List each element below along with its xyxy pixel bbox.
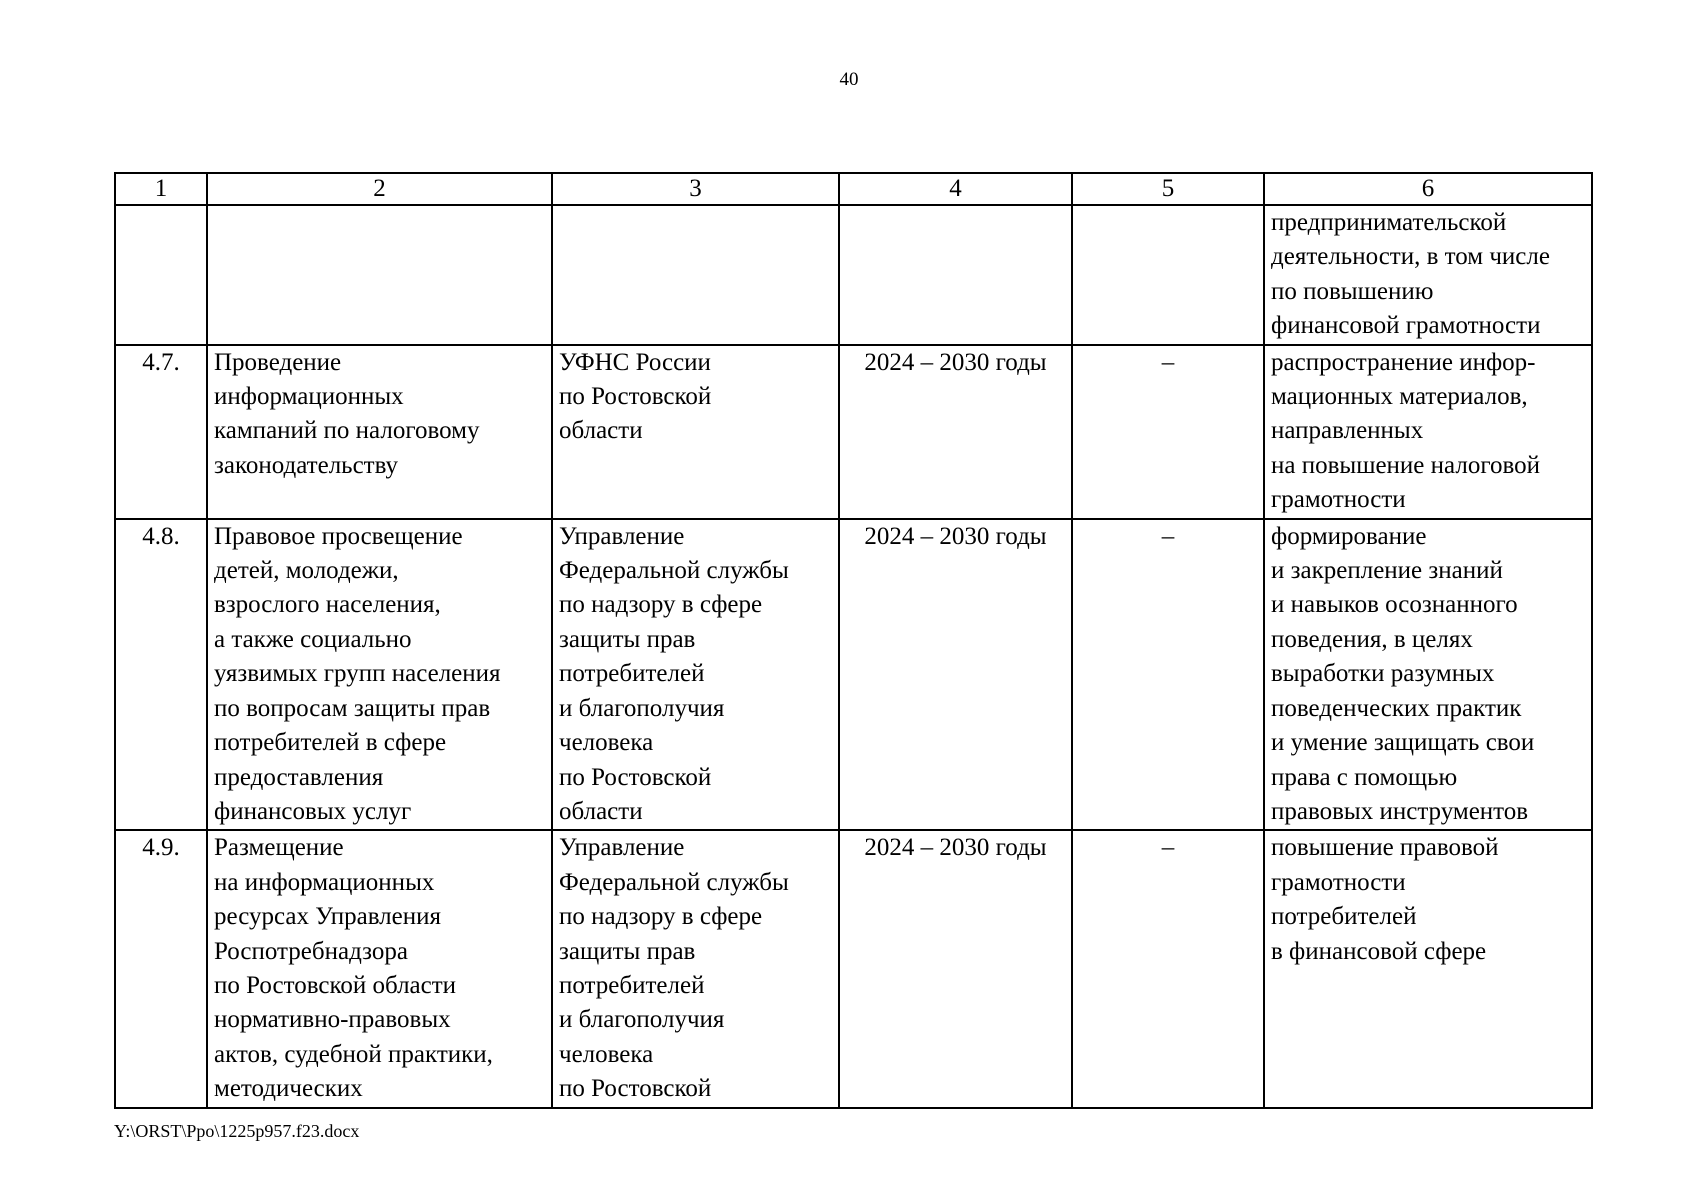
period-cell: 2024 – 2030 годы [839,345,1072,519]
page-number: 40 [839,69,859,90]
executor-cell: Управление Федеральной службы по надзору в сфере защиты прав потребителей и благополучия человека по Ростовской [552,830,839,1107]
activity-cell: Правовое просвещение детей, молодежи, взрослого населения, а также социально уязвимых групп населения по вопросам защиты прав потребителей в сфере предоставления финансовых услуг [207,519,552,831]
row-number-cell: 4.9. [115,830,207,1107]
continuation-period-cell [839,205,1072,345]
executor-cell: УФНС России по Ростовской области [552,345,839,519]
activity-cell: Проведение информационных кампаний по налоговому законодательству [207,345,552,519]
continuation-funding-cell [1072,205,1264,345]
continuation-activity-cell [207,205,552,345]
table-row [115,519,1592,831]
activity-cell: Размещение на информационных ресурсах Управления Роспотребнадзора по Ростовской области нормативно-правовых актов, судебной практики, методических [207,830,552,1107]
funding-cell: – [1072,830,1264,1107]
row-number-cell: 4.8. [115,519,207,831]
result-cell: распространение инфор- мационных материалов, направленных на повышение налоговой грамотности [1264,345,1592,519]
period-cell: 2024 – 2030 годы [839,519,1072,831]
table-row [115,830,1592,1107]
executor-cell: Управление Федеральной службы по надзору в сфере защиты прав потребителей и благополучия человека по Ростовской области [552,519,839,831]
continuation-executor-cell [552,205,839,345]
measures-table [114,172,1593,1109]
table-row [115,345,1592,519]
continuation-num-cell [115,205,207,345]
period-cell: 2024 – 2030 годы [839,830,1072,1107]
continuation-result-cell: предпринимательской деятельности, в том числе по повышению финансовой грамотности [1264,205,1592,345]
header-cell-1: 1 [115,173,207,205]
header-cell-2: 2 [207,173,552,205]
result-cell: формирование и закрепление знаний и навыков осознанного поведения, в целях выработки разумных поведенческих практик и умение защищать свои права с помощью правовых инструментов [1264,519,1592,831]
table-header-row [115,173,1592,205]
table-row-continuation [115,205,1592,345]
header-cell-4: 4 [839,173,1072,205]
funding-cell: – [1072,519,1264,831]
result-cell: повышение правовой грамотности потребителей в финансовой сфере [1264,830,1592,1107]
header-cell-3: 3 [552,173,839,205]
row-number-cell: 4.7. [115,345,207,519]
funding-cell: – [1072,345,1264,519]
header-cell-6: 6 [1264,173,1592,205]
header-cell-5: 5 [1072,173,1264,205]
footer-file-path: Y:\ORST\Ppo\1225p957.f23.docx [114,1121,360,1141]
